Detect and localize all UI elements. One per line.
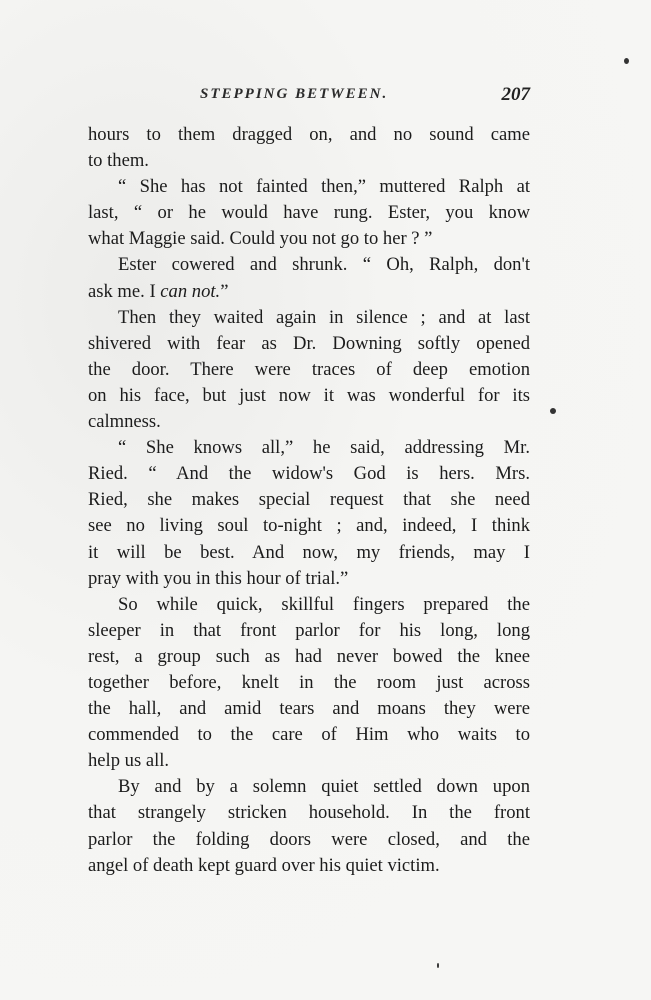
- text-line-content: what Maggie said. Could you not go to her ? ”: [88, 228, 433, 250]
- text-line: [88, 722, 530, 748]
- text-line: [88, 800, 530, 826]
- text-line-content: commended to the care of Him who waits to: [88, 724, 530, 746]
- text-line-content: “ She knows all,” he said, addressing Mr.: [118, 437, 530, 459]
- text-line-content: pray with you in this hour of trial.”: [88, 567, 349, 589]
- text-line-content: see no living soul to-night ; and, indeed, I think: [88, 515, 530, 537]
- text-line-content: on his face, but just now it was wonderful for its: [88, 384, 530, 406]
- text-line: [88, 200, 530, 226]
- text-line: [88, 461, 530, 487]
- text-line-content: hours to them dragged on, and no sound came: [88, 124, 530, 145]
- running-title: STEPPING BETWEEN.: [200, 86, 389, 102]
- text-line: [88, 566, 530, 592]
- print-speck: [624, 58, 629, 64]
- text-line-content: sleeper in that front parlor for his long, long: [88, 619, 530, 641]
- page-header: [88, 86, 530, 112]
- text-line: [88, 774, 530, 800]
- text-line-content: together before, knelt in the room just across: [88, 671, 530, 693]
- text-line-content: Then they waited again in silence ; and at last: [118, 306, 530, 328]
- text-line: [88, 618, 530, 644]
- text-line-content: Ried. “ And the widow's God is hers. Mrs.: [88, 463, 530, 485]
- text-line: [88, 357, 530, 383]
- text-line: [88, 670, 530, 696]
- text-line-content: Ried, she makes special request that she need: [88, 489, 530, 511]
- page-number: 207: [501, 84, 530, 105]
- closing-quote: ”: [220, 280, 229, 302]
- text-line-content: So while quick, skillful fingers prepared the: [118, 593, 530, 615]
- text-line-content: help us all.: [88, 750, 170, 772]
- text-line-content: Ester cowered and shrunk. “ Oh, Ralph, don't: [118, 254, 530, 276]
- text-line-content: it will be best. And now, my friends, may I: [88, 541, 530, 563]
- italic-emphasis: can not.: [160, 280, 221, 302]
- print-speck: [437, 963, 439, 968]
- text-line: [88, 644, 530, 670]
- text-line: [88, 122, 530, 148]
- text-line-content: “ She has not fainted then,” muttered Ralph at: [118, 176, 530, 198]
- text-line: [88, 827, 530, 853]
- text-line: [88, 696, 530, 722]
- text-line-content: last, “ or he would have rung. Ester, you know: [88, 202, 530, 224]
- body-text: [88, 122, 530, 879]
- text-line: [88, 853, 530, 879]
- text-line-content: that strangely stricken household. In the front: [88, 802, 530, 824]
- text-line: [88, 435, 530, 461]
- text-line-content: the door. There were traces of deep emotion: [88, 358, 530, 380]
- text-line-content: angel of death kept guard over his quiet victim.: [88, 854, 440, 876]
- text-line-content: parlor the folding doors were closed, and the: [88, 828, 530, 850]
- text-line-content: ask me. I: [88, 280, 161, 302]
- text-line: [88, 279, 530, 305]
- text-line: [88, 748, 530, 774]
- text-line: [88, 305, 530, 331]
- text-line: [88, 331, 530, 357]
- text-line: [88, 487, 530, 513]
- print-speck: [550, 408, 556, 414]
- text-line-content: the hall, and amid tears and moans they were: [88, 698, 530, 720]
- text-line-content: rest, a group such as had never bowed the knee: [88, 645, 530, 667]
- text-line: [88, 592, 530, 618]
- text-line: [88, 540, 530, 566]
- text-line: [88, 148, 530, 174]
- text-line: [88, 409, 530, 435]
- text-line: [88, 226, 530, 252]
- text-line-content: calmness.: [88, 411, 161, 433]
- text-line-content: By and by a solemn quiet settled down upon: [118, 776, 530, 798]
- text-line: [88, 513, 530, 539]
- text-line: [88, 174, 530, 200]
- text-line-content: to them.: [88, 150, 149, 172]
- text-line: [88, 252, 530, 278]
- text-line: [88, 383, 530, 409]
- text-line-content: shivered with fear as Dr. Downing softly opened: [88, 332, 530, 354]
